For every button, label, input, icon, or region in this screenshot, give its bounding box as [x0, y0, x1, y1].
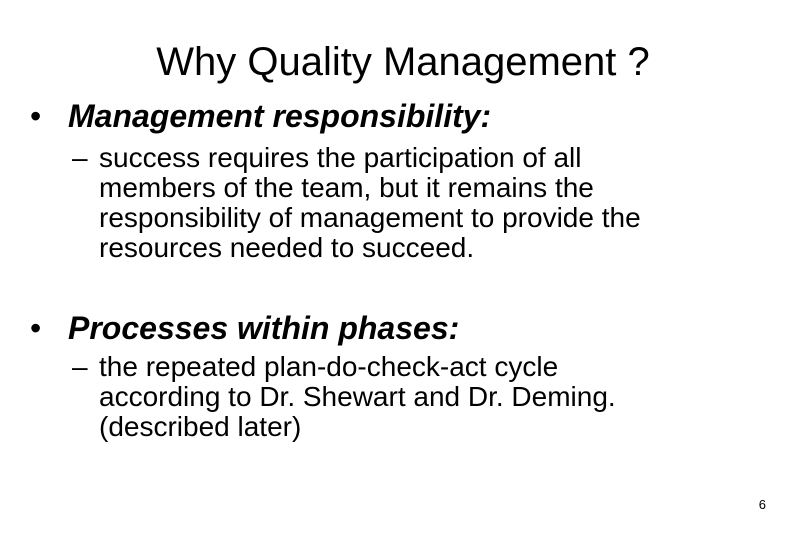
- bullet-marker: •: [30, 310, 42, 346]
- sub-bullet-marker: –: [72, 351, 88, 382]
- sub-bullet-line: (described later): [99, 411, 302, 442]
- bullet-heading: Processes within phases:: [68, 310, 460, 346]
- sub-bullet-marker: –: [72, 142, 88, 173]
- slide-title-text: Why Quality Management ?: [156, 40, 650, 84]
- bullet-processes-within-phases: [30, 309, 459, 347]
- bullet-marker: •: [30, 98, 42, 134]
- page-number: 6: [758, 497, 766, 512]
- sub-bullet-management-responsibility: [72, 143, 641, 263]
- sub-bullet-text: success requires the participation of all: [99, 142, 582, 173]
- sub-bullet-line: members of the team, but it remains the: [99, 172, 594, 203]
- bullet-heading: Management responsibility:: [68, 98, 492, 134]
- bullet-management-responsibility: [30, 97, 491, 135]
- sub-bullet-processes-within-phases: [72, 352, 616, 442]
- sub-bullet-line: according to Dr. Shewart and Dr. Deming.: [99, 381, 616, 412]
- sub-bullet-line: resources needed to succeed.: [99, 232, 475, 263]
- sub-bullet-text: the repeated plan-do-check-act cycle: [99, 351, 559, 382]
- sub-bullet-line: responsibility of management to provide the: [99, 202, 641, 233]
- sub-bullet-line: [72, 143, 641, 173]
- sub-bullet-line: [72, 352, 616, 382]
- slide-title: [0, 38, 810, 86]
